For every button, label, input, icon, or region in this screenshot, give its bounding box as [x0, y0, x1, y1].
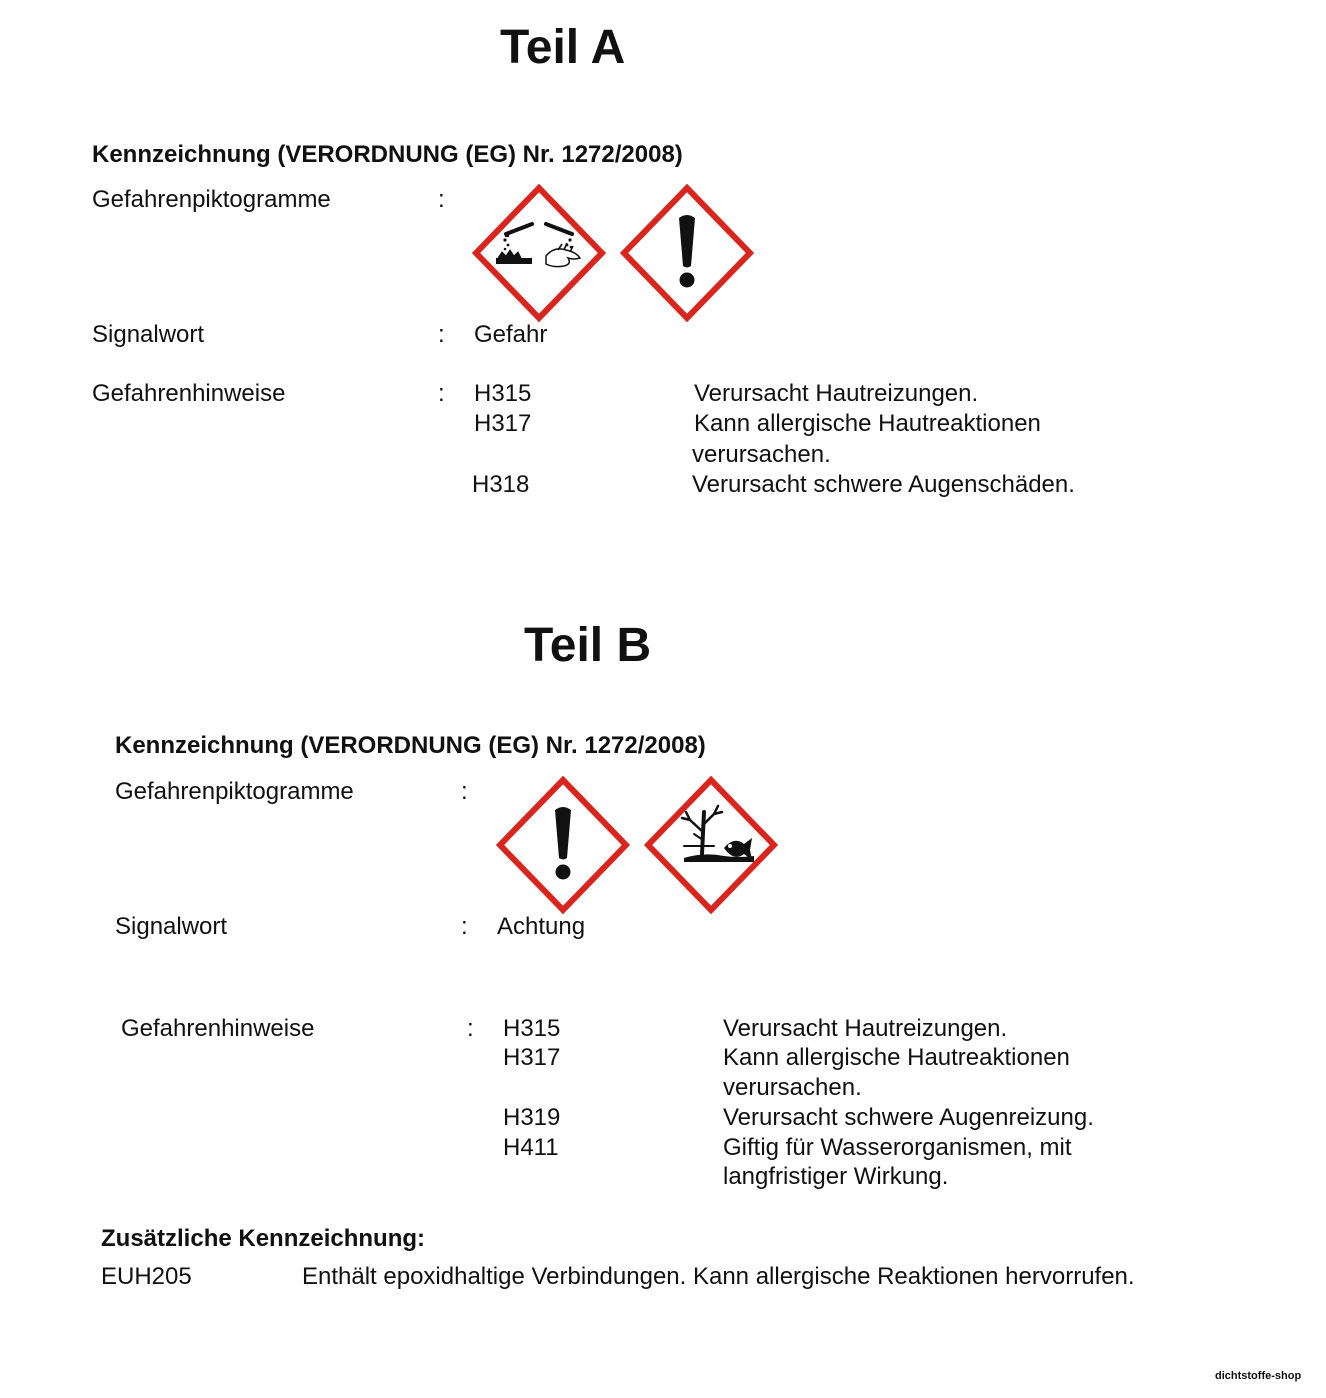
exclamation-mark-pictogram-icon	[496, 776, 630, 914]
part-b-signal-colon: :	[461, 913, 468, 940]
hazard-statement: Verursacht schwere Augenreizung.	[723, 1104, 1094, 1131]
part-a-pictograms-colon: :	[438, 186, 445, 213]
part-b-heading: Kennzeichnung (VERORDNUNG (EG) Nr. 1272/2008)	[115, 732, 706, 759]
additional-code: EUH205	[101, 1263, 192, 1290]
part-b-pictograms-label: Gefahrenpiktogramme	[115, 778, 354, 805]
hazard-statement: Verursacht Hautreizungen.	[723, 1015, 1008, 1042]
hazard-code: H318	[472, 471, 530, 498]
watermark: dichtstoffe-shop	[1215, 1370, 1302, 1382]
part-a-hazard-label: Gefahrenhinweise	[92, 380, 286, 407]
part-a-heading: Kennzeichnung (VERORDNUNG (EG) Nr. 1272/2008)	[92, 141, 683, 168]
hazard-code: H315	[474, 380, 532, 407]
part-a-pictograms-label: Gefahrenpiktogramme	[92, 186, 331, 213]
part-b-signal-label: Signalwort	[115, 913, 228, 940]
hazard-statement-continued: verursachen.	[723, 1074, 862, 1101]
part-a-title: Teil A	[500, 21, 626, 74]
corrosion-pictogram-icon	[472, 184, 606, 322]
hazard-statement: Kann allergische Hautreaktionen	[723, 1044, 1070, 1071]
hazard-statement: Verursacht schwere Augenschäden.	[692, 471, 1075, 498]
exclamation-mark-pictogram-icon	[620, 184, 754, 322]
hazard-statement-continued: verursachen.	[692, 441, 831, 468]
hazard-code: H317	[503, 1044, 561, 1071]
part-b-title: Teil B	[524, 619, 652, 672]
hazard-code: H317	[474, 410, 532, 437]
part-b-pictograms-colon: :	[461, 778, 468, 805]
hazard-statement: Verursacht Hautreizungen.	[694, 380, 979, 407]
hazard-code: H411	[503, 1134, 559, 1161]
hazard-statement: Kann allergische Hautreaktionen	[694, 410, 1041, 437]
part-a-signal-word: Gefahr	[474, 321, 548, 348]
part-b-hazard-colon: :	[467, 1015, 474, 1042]
part-a-hazard-colon: :	[438, 380, 445, 407]
hazard-statement-continued: langfristiger Wirkung.	[723, 1163, 949, 1190]
hazard-statement: Giftig für Wasserorganismen, mit	[723, 1134, 1072, 1161]
additional-text: Enthält epoxidhaltige Verbindungen. Kann allergische Reaktionen hervorrufen.	[302, 1263, 1135, 1290]
environment-pictogram-icon	[644, 776, 778, 914]
part-b-signal-word: Achtung	[497, 913, 586, 940]
additional-heading: Zusätzliche Kennzeichnung:	[101, 1225, 426, 1252]
part-a-signal-label: Signalwort	[92, 321, 205, 348]
part-a-signal-colon: :	[438, 321, 445, 348]
part-b-hazard-label: Gefahrenhinweise	[121, 1015, 315, 1042]
hazard-code: H315	[503, 1015, 561, 1042]
hazard-code: H319	[503, 1104, 561, 1131]
